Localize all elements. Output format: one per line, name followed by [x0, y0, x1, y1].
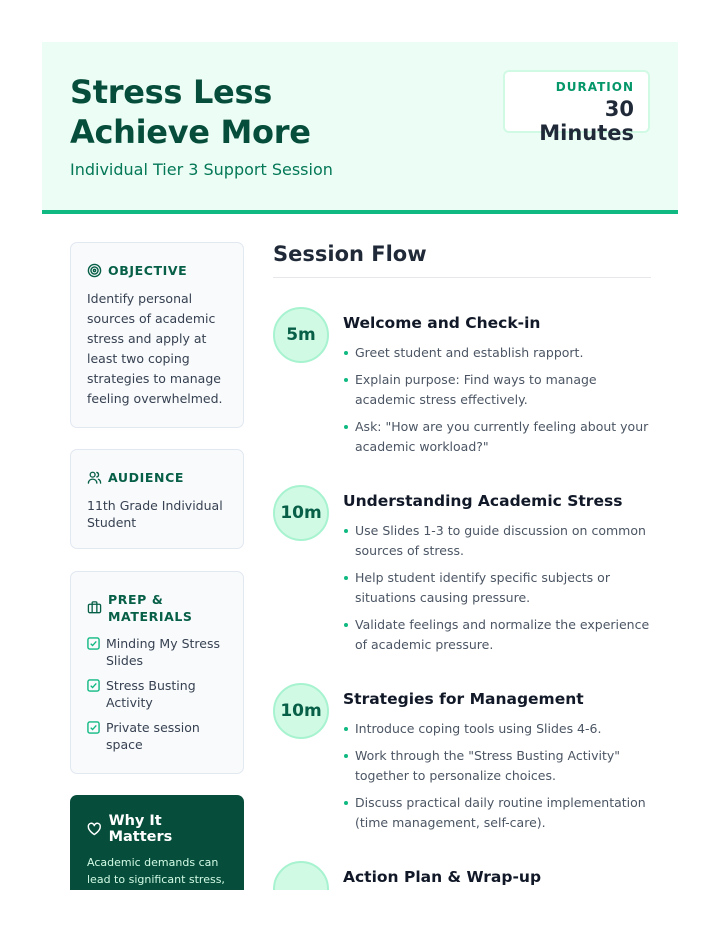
- material-label: Private session space: [106, 720, 200, 752]
- step-title: Strategies for Management: [343, 690, 584, 708]
- audience-text: 11th Grade Individual Student: [87, 498, 223, 530]
- objective-card: [70, 242, 244, 428]
- materials-heading-label: PREP & MATERIALS: [108, 592, 193, 624]
- list-item: [87, 635, 227, 669]
- list-item: Ask: "How are you currently feeling about your academic workload?": [343, 417, 653, 457]
- list-item: Introduce coping tools using Slides 4-6.: [343, 719, 653, 739]
- title-line-1: Stress Less: [70, 73, 272, 111]
- page-subtitle: Individual Tier 3 Support Session: [70, 160, 333, 179]
- header-divider: [42, 210, 678, 214]
- heart-icon: [87, 822, 102, 836]
- title-line-2: Achieve More: [70, 113, 311, 151]
- duration-value: 30 Minutes: [539, 97, 634, 145]
- session-flow-divider: [273, 277, 651, 278]
- lesson-plan-page: [42, 42, 678, 890]
- checkbox-checked-icon: [87, 637, 100, 650]
- list-item: Explain purpose: Find ways to manage academic stress effectively.: [343, 370, 653, 410]
- list-item: Greet student and establish rapport.: [343, 343, 653, 363]
- duration-label: DURATION: [555, 80, 634, 94]
- step-bullets: [343, 719, 653, 840]
- material-label: Minding My Stress Slides: [106, 636, 220, 668]
- why-text: Academic demands can lead to significant stress,: [87, 856, 225, 886]
- list-item: [87, 677, 227, 711]
- objective-heading: [87, 262, 227, 279]
- step-bullets: [343, 343, 653, 464]
- time-badge: 10m: [273, 485, 329, 541]
- why-heading-label: Why It Matters: [108, 813, 173, 845]
- duration-box: [503, 70, 650, 145]
- objective-heading-label: OBJECTIVE: [108, 263, 188, 278]
- briefcase-icon: [87, 600, 102, 615]
- why-it-matters-card: [70, 795, 244, 890]
- session-flow-title: Session Flow: [273, 242, 427, 266]
- list-item: [87, 719, 227, 753]
- list-item: Discuss practical daily routine implementation (time management, self-care).: [343, 793, 653, 833]
- why-heading: [87, 813, 227, 845]
- step-title: Understanding Academic Stress: [343, 492, 623, 510]
- target-icon: [87, 263, 102, 278]
- step-bullets: [343, 521, 653, 662]
- time-badge: 10m: [273, 683, 329, 739]
- list-item: Use Slides 1-3 to guide discussion on common sources of stress.: [343, 521, 653, 561]
- material-label: Stress Busting Activity: [106, 678, 196, 710]
- audience-card: [70, 449, 244, 549]
- materials-card: [70, 571, 244, 774]
- audience-heading: [87, 469, 227, 486]
- objective-text: Identify personal sources of academic stress and apply at least two coping strategies to manage feeling overwhelmed.: [87, 291, 223, 406]
- step-title: Action Plan & Wrap-up: [343, 868, 542, 886]
- checkbox-checked-icon: [87, 721, 100, 734]
- page-title: [70, 72, 390, 152]
- time-badge: [273, 861, 329, 890]
- audience-heading-label: AUDIENCE: [108, 470, 184, 485]
- list-item: Work through the "Stress Busting Activity" together to personalize choices.: [343, 746, 653, 786]
- materials-heading: [87, 591, 227, 625]
- time-badge: 5m: [273, 307, 329, 363]
- header-banner: [42, 42, 678, 210]
- checkbox-checked-icon: [87, 679, 100, 692]
- list-item: Help student identify specific subjects or situations causing pressure.: [343, 568, 653, 608]
- users-icon: [87, 470, 102, 485]
- step-title: Welcome and Check-in: [343, 314, 541, 332]
- materials-list: [87, 635, 227, 753]
- list-item: Validate feelings and normalize the experience of academic pressure.: [343, 615, 653, 655]
